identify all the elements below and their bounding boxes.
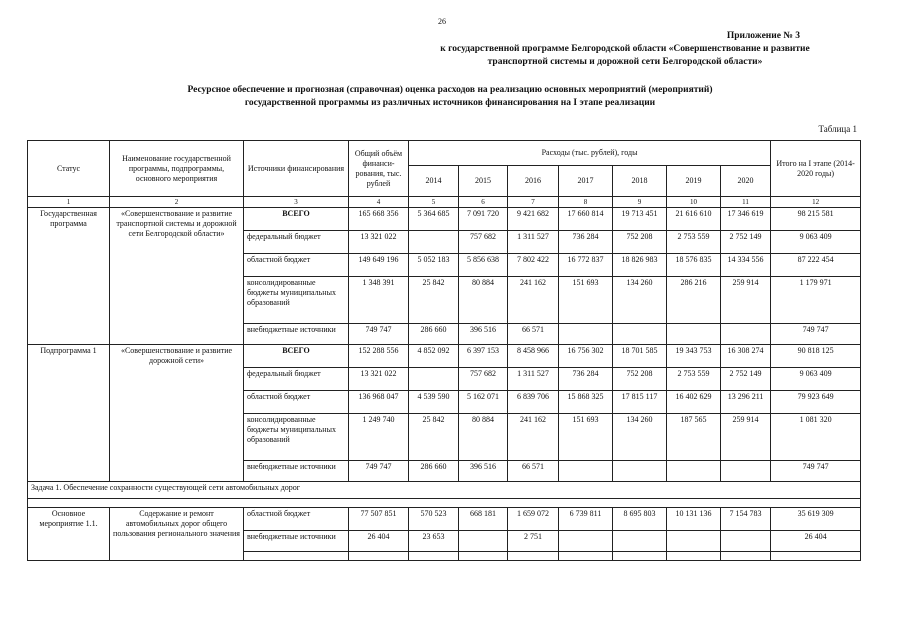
column-number: 8	[559, 197, 613, 208]
row-year-value: 286 660	[409, 324, 459, 345]
row-total: 1 348 391	[349, 277, 409, 324]
page-number: 26	[438, 17, 446, 26]
row-year-value: 2 752 149	[721, 231, 771, 254]
row-year-value	[667, 531, 721, 552]
row-year-value: 7 091 720	[459, 208, 508, 231]
row-year-value: 2 753 559	[667, 231, 721, 254]
row-year-value: 6 397 153	[459, 345, 508, 368]
row-year-value: 80 884	[459, 414, 508, 461]
row-source: ВСЕГО	[244, 208, 349, 231]
row-year-value	[667, 461, 721, 482]
task-heading: Задача 1. Обеспечение сохранности существующей сети автомобильных дорог	[28, 482, 861, 499]
row-year-value: 5 052 183	[409, 254, 459, 277]
row-year-value	[613, 461, 667, 482]
row-year-value	[721, 324, 771, 345]
empty-cell	[721, 552, 771, 561]
header-name: Наименование государственной программы, подпрограммы, основного мероприятия	[110, 141, 244, 197]
row-year-value: 396 516	[459, 461, 508, 482]
row-total: 152 288 556	[349, 345, 409, 368]
row-year-value: 241 162	[508, 277, 559, 324]
row-year-value: 6 839 706	[508, 391, 559, 414]
appendix-header	[390, 30, 860, 69]
task-row	[28, 482, 861, 499]
row-year-value: 80 884	[459, 277, 508, 324]
header-status: Статус	[28, 141, 110, 197]
row-year-value: 5 364 685	[409, 208, 459, 231]
header-sources: Источники финансирования	[244, 141, 349, 197]
row-source: федеральный бюджет	[244, 368, 349, 391]
empty-cell	[349, 552, 409, 561]
row-year-value: 752 208	[613, 231, 667, 254]
row-year-value	[559, 324, 613, 345]
row-name: «Совершенствование и развитие дорожной сети»	[110, 345, 244, 482]
row-source: внебюджетные источники	[244, 324, 349, 345]
row-total: 749 747	[349, 324, 409, 345]
row-total: 165 668 356	[349, 208, 409, 231]
row-total: 1 249 740	[349, 414, 409, 461]
row-total: 26 404	[349, 531, 409, 552]
header-year: 2014	[409, 166, 459, 197]
column-number: 5	[409, 197, 459, 208]
row-year-value: 396 516	[459, 324, 508, 345]
row-status: Подпрограмма 1	[28, 345, 110, 482]
row-year-value: 736 284	[559, 368, 613, 391]
row-year-value: 2 751	[508, 531, 559, 552]
row-year-value: 1 659 072	[508, 508, 559, 531]
row-status: Основное мероприятие 1.1.	[28, 508, 110, 561]
column-number: 7	[508, 197, 559, 208]
row-year-value: 2 752 149	[721, 368, 771, 391]
row-year-value	[459, 531, 508, 552]
row-year-value: 241 162	[508, 414, 559, 461]
row-year-value	[559, 531, 613, 552]
row-year-value: 9 421 682	[508, 208, 559, 231]
row-year-value: 570 523	[409, 508, 459, 531]
row-year-value: 5 162 071	[459, 391, 508, 414]
row-year-value: 8 695 803	[613, 508, 667, 531]
row-year-value: 134 260	[613, 277, 667, 324]
row-source: областной бюджет	[244, 391, 349, 414]
row-year-value: 7 154 783	[721, 508, 771, 531]
row-year-value: 13 296 211	[721, 391, 771, 414]
header-stage-total: Итого на I этапе (2014-2020 годы)	[771, 141, 861, 197]
row-year-value: 23 653	[409, 531, 459, 552]
spacer-row	[28, 499, 861, 508]
column-number: 1	[28, 197, 110, 208]
table-row	[28, 508, 861, 531]
row-stage-total: 9 063 409	[771, 368, 861, 391]
row-year-value: 1 311 527	[508, 368, 559, 391]
row-source: ВСЕГО	[244, 345, 349, 368]
row-year-value: 752 208	[613, 368, 667, 391]
header-year: 2018	[613, 166, 667, 197]
row-year-value: 66 571	[508, 461, 559, 482]
row-year-value: 286 216	[667, 277, 721, 324]
title-line-2: государственной программы из различных источников финансирования на I этапе реализации	[244, 98, 656, 108]
document-title	[120, 84, 780, 110]
empty-cell	[559, 552, 613, 561]
empty-cell	[771, 552, 861, 561]
header-year: 2019	[667, 166, 721, 197]
row-stage-total: 90 818 125	[771, 345, 861, 368]
resource-table	[27, 140, 861, 561]
row-year-value: 259 914	[721, 277, 771, 324]
row-year-value	[409, 368, 459, 391]
row-year-value	[667, 324, 721, 345]
row-year-value: 5 856 638	[459, 254, 508, 277]
row-year-value: 21 616 610	[667, 208, 721, 231]
column-number: 3	[244, 197, 349, 208]
row-source: областной бюджет	[244, 254, 349, 277]
row-stage-total: 9 063 409	[771, 231, 861, 254]
row-name: Содержание и ремонт автомобильных дорог общего пользования регионального значения	[110, 508, 244, 561]
row-year-value: 286 660	[409, 461, 459, 482]
row-year-value: 187 565	[667, 414, 721, 461]
row-year-value	[613, 324, 667, 345]
row-stage-total: 1 081 320	[771, 414, 861, 461]
empty-cell	[244, 552, 349, 561]
header-expenses: Расходы (тыс. рублей), годы	[409, 141, 771, 166]
row-year-value: 16 402 629	[667, 391, 721, 414]
row-year-value: 151 693	[559, 414, 613, 461]
empty-cell	[613, 552, 667, 561]
row-source: консолидированные бюджеты муниципальных образований	[244, 277, 349, 324]
row-name: «Совершенствование и развитие транспортной системы и дорожной сети Белгородской области»	[110, 208, 244, 345]
row-year-value: 66 571	[508, 324, 559, 345]
row-year-value: 18 826 983	[613, 254, 667, 277]
row-stage-total: 1 179 971	[771, 277, 861, 324]
row-total: 136 968 047	[349, 391, 409, 414]
row-year-value: 757 682	[459, 231, 508, 254]
row-year-value: 18 576 835	[667, 254, 721, 277]
table-row	[28, 345, 861, 368]
table-label: Таблица 1	[818, 124, 857, 134]
header-year: 2015	[459, 166, 508, 197]
row-year-value: 134 260	[613, 414, 667, 461]
row-year-value	[409, 231, 459, 254]
row-total: 749 747	[349, 461, 409, 482]
column-number: 12	[771, 197, 861, 208]
row-year-value: 25 842	[409, 414, 459, 461]
column-number: 9	[613, 197, 667, 208]
row-total: 13 321 022	[349, 368, 409, 391]
row-year-value: 16 308 274	[721, 345, 771, 368]
row-source: внебюджетные источники	[244, 461, 349, 482]
row-total: 77 507 851	[349, 508, 409, 531]
row-stage-total: 79 923 649	[771, 391, 861, 414]
row-stage-total: 35 619 309	[771, 508, 861, 531]
row-year-value: 14 334 556	[721, 254, 771, 277]
row-year-value: 2 753 559	[667, 368, 721, 391]
row-year-value: 757 682	[459, 368, 508, 391]
row-year-value	[559, 461, 613, 482]
row-year-value: 15 868 325	[559, 391, 613, 414]
spacer-cell	[28, 499, 861, 508]
row-year-value: 1 311 527	[508, 231, 559, 254]
row-source: федеральный бюджет	[244, 231, 349, 254]
row-year-value: 151 693	[559, 277, 613, 324]
row-source: областной бюджет	[244, 508, 349, 531]
row-year-value: 16 756 302	[559, 345, 613, 368]
row-year-value: 259 914	[721, 414, 771, 461]
appendix-program-line1: к государственной программе Белгородской области «Совершенствование и развитие	[440, 44, 810, 54]
empty-cell	[459, 552, 508, 561]
row-year-value: 16 772 837	[559, 254, 613, 277]
row-stage-total: 749 747	[771, 324, 861, 345]
header-year: 2016	[508, 166, 559, 197]
title-line-1: Ресурсное обеспечение и прогнозная (справочная) оценка расходов на реализацию основных мероприятий (мероприятий)	[187, 85, 713, 95]
row-source: внебюджетные источники	[244, 531, 349, 552]
row-stage-total: 98 215 581	[771, 208, 861, 231]
row-year-value: 736 284	[559, 231, 613, 254]
appendix-program-line2: транспортной системы и дорожной сети Белгородской области»	[487, 57, 763, 67]
row-source: консолидированные бюджеты муниципальных образований	[244, 414, 349, 461]
row-year-value: 6 739 811	[559, 508, 613, 531]
row-total: 13 321 022	[349, 231, 409, 254]
row-year-value: 4 539 590	[409, 391, 459, 414]
row-status: Государственная программа	[28, 208, 110, 345]
row-year-value	[721, 531, 771, 552]
row-year-value: 17 660 814	[559, 208, 613, 231]
header-total: Общий объём финанси-рования, тыс. рублей	[349, 141, 409, 197]
header-year: 2017	[559, 166, 613, 197]
row-year-value: 25 842	[409, 277, 459, 324]
row-year-value: 668 181	[459, 508, 508, 531]
column-number: 2	[110, 197, 244, 208]
row-year-value: 7 802 422	[508, 254, 559, 277]
row-total: 149 649 196	[349, 254, 409, 277]
row-year-value: 19 343 753	[667, 345, 721, 368]
row-year-value	[721, 461, 771, 482]
header-year: 2020	[721, 166, 771, 197]
column-number: 11	[721, 197, 771, 208]
empty-cell	[508, 552, 559, 561]
column-number: 10	[667, 197, 721, 208]
table-row	[28, 208, 861, 231]
row-stage-total: 749 747	[771, 461, 861, 482]
row-year-value: 4 852 092	[409, 345, 459, 368]
column-number: 4	[349, 197, 409, 208]
row-year-value: 17 346 619	[721, 208, 771, 231]
empty-cell	[667, 552, 721, 561]
row-stage-total: 87 222 454	[771, 254, 861, 277]
row-year-value: 18 701 585	[613, 345, 667, 368]
row-stage-total: 26 404	[771, 531, 861, 552]
row-year-value: 17 815 117	[613, 391, 667, 414]
column-numbers-row	[28, 197, 861, 208]
row-year-value	[613, 531, 667, 552]
appendix-number: Приложение № 3	[726, 31, 800, 41]
row-year-value: 8 458 966	[508, 345, 559, 368]
empty-cell	[409, 552, 459, 561]
row-year-value: 19 713 451	[613, 208, 667, 231]
row-year-value: 10 131 136	[667, 508, 721, 531]
column-number: 6	[459, 197, 508, 208]
